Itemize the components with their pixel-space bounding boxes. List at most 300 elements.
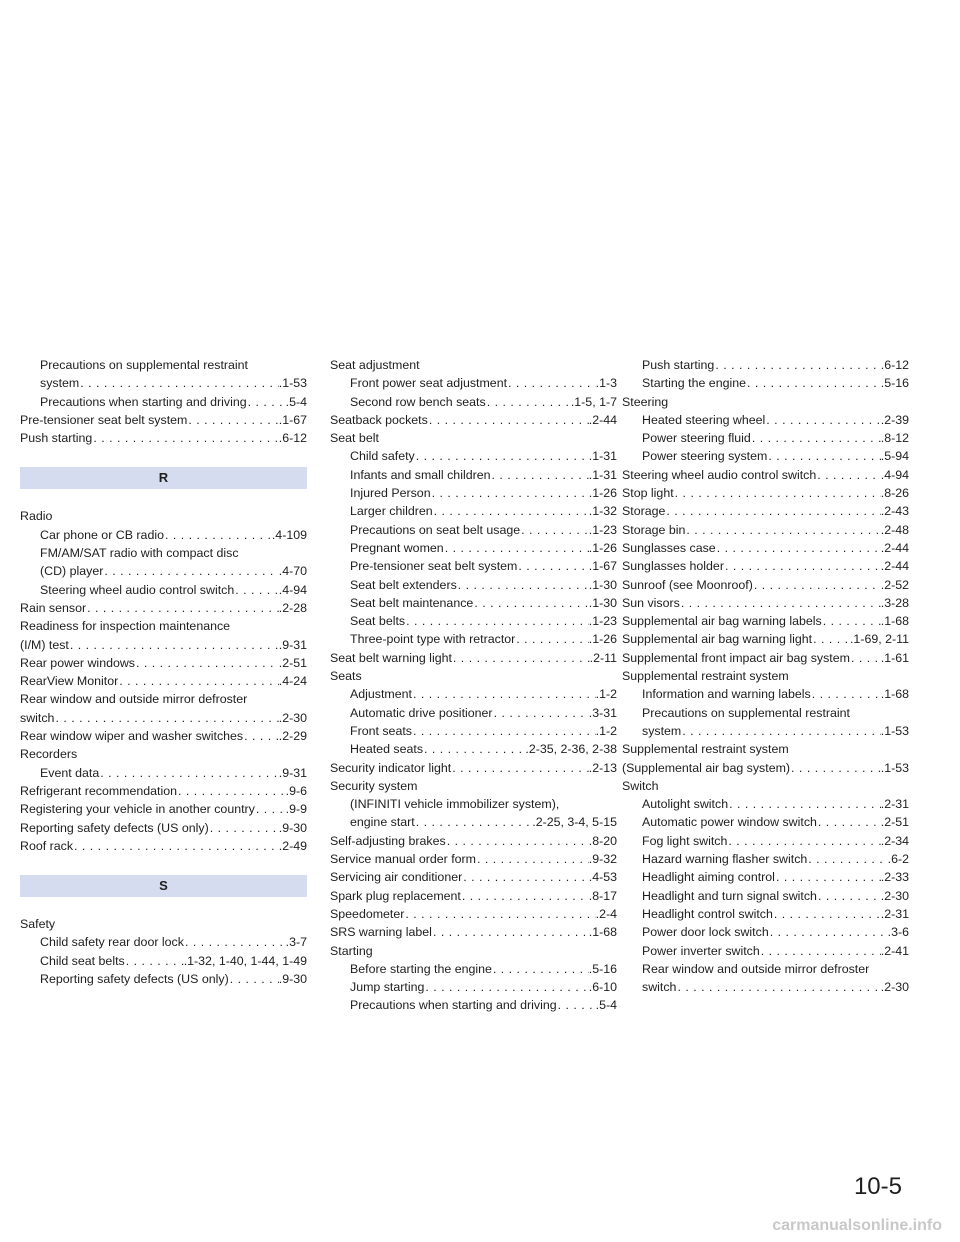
index-entry [20,507,307,525]
watermark: carmanualsonline.info [772,1217,942,1234]
entry-term: switch [20,710,55,725]
entry-term: FM/AM/SAT radio with compact disc [40,546,239,561]
index-entry [330,777,617,795]
page-reference: .1-26 [588,540,617,555]
page-reference: .2-31 [880,906,909,921]
index-entry [622,594,909,612]
dot-leader [520,521,589,539]
entry-term: Rear window and outside mirror defroster [642,961,870,976]
page-reference: .2-44 [880,559,909,574]
page-reference: .1-30 [588,595,617,610]
index-entry [622,393,909,411]
index-subentry [330,447,617,465]
page-reference: .8-20 [588,833,617,848]
dot-leader [234,581,279,599]
entry-term: Steering wheel audio control switch [622,467,817,482]
entry-term: Precautions when starting and driving [350,998,557,1013]
page-reference: .4-53 [588,870,617,885]
entry-term: Steering [622,394,669,409]
entry-term: Power inverter switch [642,943,760,958]
entry-term: Supplemental air bag warning light [622,632,813,647]
page-reference: .2-29 [278,729,307,744]
dot-leader [184,933,286,951]
page-reference: .3-7 [285,935,307,950]
page-reference: .1-23 [588,614,617,629]
entry-term: Seat adjustment [330,358,420,372]
entry-term: Supplemental restraint system [622,742,789,757]
index-subentry [330,685,617,703]
entry-term: engine start [350,815,415,830]
entry-term: Front power seat adjustment [350,376,508,391]
page-reference: .2-30 [880,888,909,903]
index-entry [330,887,617,905]
entry-term: Heated seats [350,742,424,757]
page-reference: .1-26 [588,486,617,501]
index-subentry [330,740,617,758]
index-subentry [330,704,617,722]
entry-term: Injured Person [350,486,431,501]
page-reference: .2-11 [589,650,617,665]
dot-leader [765,411,880,429]
entry-term: Supplemental air bag warning labels [622,614,822,629]
dot-leader [515,630,588,648]
index-entry [20,727,307,745]
index-subentry [622,813,909,831]
page-reference: .1-5, 1-7 [570,394,617,409]
dot-leader [415,447,589,465]
index-entry [622,667,909,685]
entry-term: Precautions on supplemental restraint [642,705,851,720]
entry-term: system [40,376,80,391]
index-entry [622,576,909,594]
entry-term: Steering wheel audio control switch [40,582,235,597]
entry-term: Event data [40,765,100,780]
page-reference: .2-34 [880,833,909,848]
index-subentry [622,832,909,850]
entry-term: (CD) player [40,564,104,579]
index-subentry [330,722,617,740]
index-entry [622,502,909,520]
dot-leader [412,685,596,703]
entry-term: Seat belt warning light [330,650,452,665]
entry-term: Supplemental restraint system [622,669,789,684]
dot-leader [716,539,881,557]
entry-term: Spark plug replacement [330,888,461,903]
page-reference: .5-4 [285,394,307,409]
entry-term: Sunglasses holder [622,559,724,574]
entry-term: Autolight switch [642,797,729,812]
index-entry [20,800,307,818]
dot-leader [728,795,881,813]
index-subentry [330,576,617,594]
dot-leader [446,832,589,850]
entry-term: Push starting [20,431,93,446]
page-reference: .2-4 [595,906,617,921]
dot-leader [811,685,881,703]
entry-term: Power steering fluid [642,431,751,446]
entry-term: Starting [330,943,373,958]
entry-term: Three-point type with retractor [350,632,516,647]
dot-leader [431,484,589,502]
page-reference: .2-39 [880,412,909,427]
section-letter-band: R [20,467,307,489]
dot-leader [452,649,590,667]
dot-leader [822,612,881,630]
entry-term: Recorders [20,747,78,762]
entry-term: Rear window and outside mirror defroster [20,692,248,707]
index-subentry [622,960,909,978]
page-reference: .2-25, 3-4, 5-15 [532,815,617,830]
index-subentry [622,868,909,886]
dot-leader [790,759,881,777]
entry-term: Power door lock switch [642,925,769,940]
page-reference: .1-30 [588,577,617,592]
page-reference: .2-51 [278,655,307,670]
entry-term: Starting the engine [642,376,747,391]
index-subentry [330,978,617,996]
page-reference: .1-69, 2-11 [849,632,909,647]
index-subentry [20,562,307,580]
index-subentry [622,887,909,905]
index-entry [20,915,307,933]
section-letter-band: S [20,875,307,897]
index-entry [330,411,617,429]
index-subentry [330,502,617,520]
index-entry [330,356,617,374]
index-entry [622,557,909,575]
index-subentry [20,933,307,951]
page-reference: .1-68 [880,687,909,702]
dot-leader [714,356,880,374]
index-subentry [20,544,307,562]
index-subentry [20,393,307,411]
dot-leader [229,970,279,988]
page-reference: .1-3 [595,376,617,391]
page-reference: .2-30 [880,980,909,995]
dot-leader [746,374,881,392]
entry-term: Pre-tensioner seat belt system [20,412,188,427]
entry-term: Security indicator light [330,760,452,775]
index-subentry [622,429,909,447]
dot-leader [451,759,589,777]
dot-leader [405,612,589,630]
entry-term: Child seat belts [40,953,125,968]
entry-term: Rear window wiper and washer switches [20,729,244,744]
index-entry [20,745,307,763]
dot-leader [685,521,880,539]
page-reference: .1-26 [588,632,617,647]
entry-term: Information and warning labels [642,687,811,702]
dot-leader [767,447,880,465]
entry-term: Jump starting [350,980,425,995]
index-subentry [330,374,617,392]
page-reference: .1-61 [880,650,909,665]
page-reference: .2-44 [588,412,617,427]
index-subentry [20,526,307,544]
page-reference: .4-94 [278,582,307,597]
page-reference: .8-17 [588,888,617,903]
dot-leader [493,704,589,722]
index-entry [20,411,307,429]
dot-leader [404,905,595,923]
entry-term: Child safety rear door lock [40,935,184,950]
page-reference: .2-33 [880,870,909,885]
entry-term: Roof rack [20,838,74,853]
index-entry [622,484,909,502]
index-entry [622,466,909,484]
entry-term: Push starting [642,358,715,372]
index-entry [622,521,909,539]
page-reference: .1-32, 1-40, 1-44, 1-49 [183,953,307,968]
entry-term: Adjustment [350,687,412,702]
page-reference: .4-109 [271,527,307,542]
dot-leader [79,374,279,392]
page-reference: .9-30 [278,972,307,987]
entry-term: Infants and small children [350,467,491,482]
entry-term: Registering your vehicle in another country [20,802,255,817]
index-subentry [622,356,909,374]
dot-leader [816,466,881,484]
index-subentry [622,923,909,941]
dot-leader [665,502,880,520]
entry-term: Headlight control switch [642,906,773,921]
entry-term: Sunglasses case [622,540,716,555]
entry-term: Car phone or CB radio [40,527,164,542]
index-entry [622,630,909,648]
index-subentry [20,952,307,970]
index-entry [330,759,617,777]
page-reference: .3-28 [880,595,909,610]
dot-leader [486,393,571,411]
entry-term: Automatic drive positioner [350,705,493,720]
index-subentry [330,484,617,502]
entry-term: Fog light switch [642,833,728,848]
index-subentry [330,521,617,539]
index-entry [20,636,307,654]
entry-term: (Supplemental air bag system) [622,760,791,775]
entry-term: switch [642,980,677,995]
index-entry [20,837,307,855]
index-subentry [20,764,307,782]
entry-term: Pre-tensioner seat belt system [350,559,518,574]
index-entry [20,782,307,800]
dot-leader [432,923,589,941]
dot-leader [86,599,279,617]
page-reference: .2-31 [880,797,909,812]
index-column-1 [20,356,307,988]
dot-leader [54,709,278,727]
entry-term: Refrigerant recommendation [20,783,178,798]
entry-term: Sun visors [622,595,680,610]
index-entry [622,777,909,795]
entry-term: Seat belt [330,431,379,446]
index-entry [622,612,909,630]
page-reference: .1-68 [588,925,617,940]
dot-leader [775,868,881,886]
index-entry [330,667,617,685]
page-reference: .6-10 [588,980,617,995]
entry-term: (INFINITI vehicle immobilizer system), [350,797,560,812]
index-subentry [622,447,909,465]
entry-term: Heated steering wheel [642,412,766,427]
entry-term: system [642,723,682,738]
entry-term: Stop light [622,486,674,501]
entry-term: Second row bench seats [350,394,486,409]
page-reference: .5-16 [588,961,617,976]
entry-term: Pregnant women [350,540,444,555]
entry-term: Servicing air conditioner [330,870,463,885]
dot-leader [444,539,589,557]
entry-term: Seat belt extenders [350,577,457,592]
page-reference: .5-94 [880,449,909,464]
index-subentry [622,905,909,923]
page-reference: .1-32 [588,504,617,519]
page-reference: .8-26 [880,486,909,501]
entry-term: Storage bin [622,522,686,537]
index-entry [20,709,307,727]
entry-term: Radio [20,509,53,524]
dot-leader [850,649,881,667]
dot-leader [164,526,272,544]
dot-leader [209,819,279,837]
index-subentry [20,581,307,599]
index-subentry [622,374,909,392]
entry-term: Precautions on seat belt usage [350,522,521,537]
page-reference: .9-31 [278,637,307,652]
page-reference: .2-35, 2-36, 2-38 [525,742,617,757]
page-reference: .5-4 [595,998,617,1013]
page-reference: .4-94 [880,467,909,482]
dot-leader [751,429,881,447]
page-reference: .2-41 [880,943,909,958]
page-reference: .4-70 [278,564,307,579]
dot-leader [433,502,589,520]
entry-term: Headlight and turn signal switch [642,888,817,903]
page-reference: .2-13 [588,760,617,775]
index-subentry [622,411,909,429]
entry-term: Headlight aiming control [642,870,775,885]
dot-leader [412,722,596,740]
index-entry [330,429,617,447]
index-entry [20,429,307,447]
index-entry [20,672,307,690]
page-reference: .1-53 [880,760,909,775]
index-subentry [622,942,909,960]
index-entry [330,923,617,941]
dot-leader [69,636,279,654]
index-subentry [622,850,909,868]
dot-leader [462,868,589,886]
dot-leader [424,978,588,996]
index-subentry [330,393,617,411]
dot-leader [681,722,881,740]
index-entry [20,819,307,837]
index-subentry [622,795,909,813]
index-subentry [20,374,307,392]
page-reference: .1-23 [588,522,617,537]
dot-leader [507,374,596,392]
dot-leader [753,576,881,594]
index-entry [20,599,307,617]
index-subentry [330,795,617,813]
index-subentry [330,630,617,648]
entry-term: Seats [330,669,362,684]
dot-leader [177,782,286,800]
entry-term: (I/M) test [20,637,69,652]
index-subentry [622,685,909,703]
dot-leader [674,484,881,502]
page-reference: .1-2 [595,687,617,702]
dot-leader [517,557,588,575]
index-entry [330,905,617,923]
dot-leader [125,952,184,970]
entry-term: Rear power windows [20,655,136,670]
entry-term: Storage [622,504,666,519]
index-entry [622,539,909,557]
entry-term: Power steering system [642,449,768,464]
entry-term: RearView Monitor [20,674,119,689]
page-reference: .1-68 [880,614,909,629]
dot-leader [99,764,279,782]
dot-leader [243,727,279,745]
page-number: 10-5 [853,1173,902,1200]
page-reference: .1-31 [588,449,617,464]
index-entry [20,617,307,635]
entry-term: Rain sensor [20,600,87,615]
dot-leader [773,905,881,923]
page-reference: .9-9 [285,802,307,817]
index-subentry [330,612,617,630]
entry-term: Self-adjusting brakes [330,833,446,848]
page-reference: .1-53 [278,376,307,391]
dot-leader [461,887,589,905]
page-reference: .2-43 [880,504,909,519]
dot-leader [807,850,887,868]
entry-term: Security system [330,778,418,793]
page-reference: .8-12 [880,431,909,446]
entry-term: Reporting safety defects (US only) [20,820,209,835]
page-reference: .6-12 [880,358,909,372]
entry-term: Supplemental front impact air bag system [622,650,850,665]
index-column-3 [622,356,909,996]
index-entry [622,759,909,777]
dot-leader [247,393,286,411]
dot-leader [491,466,589,484]
entry-term: Child safety [350,449,415,464]
page-reference: .9-6 [285,783,307,798]
dot-leader [187,411,278,429]
page-reference: .1-2 [595,723,617,738]
dot-leader [92,429,278,447]
page-reference: .9-30 [278,820,307,835]
page-reference: .2-51 [880,815,909,830]
index-entry [330,832,617,850]
index-subentry [330,539,617,557]
index-entry [330,868,617,886]
entry-term: Larger children [350,504,433,519]
dot-leader [476,850,589,868]
dot-leader [557,996,596,1014]
dot-leader [724,557,881,575]
page-reference: .2-48 [880,522,909,537]
page-reference: .1-31 [588,467,617,482]
index-subentry [330,557,617,575]
page-reference: .3-6 [887,925,909,940]
entry-term: Seat belts [350,614,406,629]
dot-leader [812,630,850,648]
entry-term: Front seats [350,723,412,738]
entry-term: SRS warning label [330,925,432,940]
